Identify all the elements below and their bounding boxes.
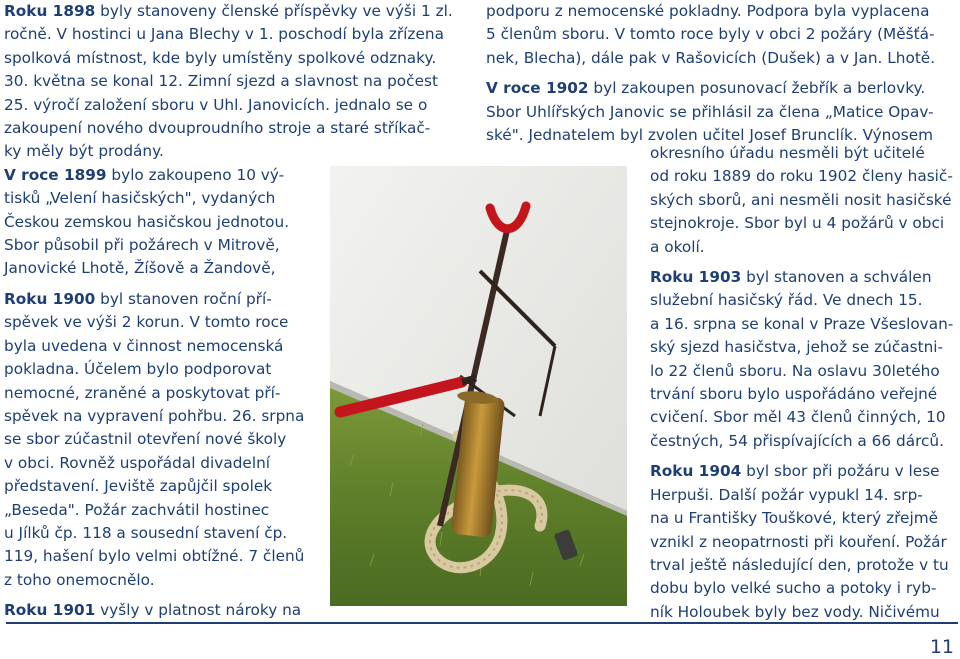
text-line: cvičení. Sbor měl 43 členů činných, 10: [650, 408, 946, 427]
text-line: Roku 1904 byl sbor při požáru v lese: [650, 462, 940, 481]
text-line: ročně. V hostinci u Jana Blechy v 1. poschodí byla zřízena: [4, 25, 444, 44]
text-line: trval ještě následující den, protože v tu: [650, 555, 949, 574]
text-line: nek, Blecha), dále pak v Rašovicích (Dušek) a v Jan. Lhotě.: [486, 48, 936, 67]
text-line: ské". Jednatelem byl zvolen učitel Josef Brunclík. Výnosem: [486, 126, 934, 145]
text-line: a 16. srpna se konal v Praze Všeslovan-: [650, 314, 954, 333]
text-line: „Beseda". Požár zachvátil hostinec: [4, 500, 270, 519]
text-line: na u Františky Touškové, který zřejmě: [650, 509, 939, 528]
text-line: vznikl z neopatrnosti při kouření. Požár: [650, 532, 947, 551]
text-line: Roku 1901 vyšly v platnost nároky na: [4, 601, 302, 620]
year-heading: Roku 1900: [4, 289, 96, 308]
right-text-column: [650, 142, 960, 624]
text-line: 30. května se konal 12. Zimní sjezd a slavnost na počest: [4, 72, 438, 91]
text-line: podporu z nemocenské pokladny. Podpora byla vyplacena: [486, 2, 930, 20]
year-heading: Roku 1901: [4, 601, 96, 620]
text-line: 25. výročí založení sboru v Uhl. Janovicích. jednalo se o: [4, 95, 428, 114]
text-line: okresního úřadu nesměli být učitelé: [650, 144, 925, 162]
fire-pump-photo: [330, 166, 627, 606]
text-line: ky měly být prodány.: [4, 142, 164, 161]
year-heading: Roku 1898: [4, 2, 96, 20]
text-line: spěvek ve výši 2 korun. V tomto roce: [4, 313, 289, 332]
text-line: služební hasičský řád. Ve dnech 15.: [650, 291, 923, 310]
year-heading: Roku 1904: [650, 462, 742, 481]
text-line: dobu bylo velké sucho a potoky i ryb-: [650, 579, 937, 598]
text-line: stejnokroje. Sbor byl u 4 požárů v obci: [650, 214, 945, 233]
text-line: tisků „Velení hasičských", vydaných: [4, 189, 276, 208]
footer-divider: [6, 622, 958, 624]
text-line: ník Holoubek byly bez vody. Ničivému: [650, 602, 940, 621]
text-line: lo 22 členů sboru. Na oslavu 30letého: [650, 361, 940, 380]
text-line: u Jílků čp. 118 a sousední stavení čp.: [4, 523, 288, 542]
text-line: Roku 1903 byl stanoven a schválen: [650, 268, 932, 287]
text-line: Sbor Uhlířských Janovic se přihlásil za člena „Matice Opav-: [486, 102, 934, 121]
text-line: zakoupení nového dvouproudního stroje a staré stříkač-: [4, 119, 431, 138]
page-number: 11: [929, 636, 954, 658]
text-line: 5 členům sboru. V tomto roce byly v obci 2 požáry (Měšťá-: [486, 25, 935, 44]
text-line: V roce 1902 byl zakoupen posunovací žebřík a berlovky.: [486, 79, 926, 98]
top-right-text-column: [486, 0, 958, 147]
text-line: představení. Jeviště zapůjčil spolek: [4, 477, 273, 496]
year-heading: V roce 1902: [486, 79, 589, 98]
text-line: od roku 1889 do roku 1902 členy hasič-: [650, 167, 953, 186]
text-line: trvání sboru bylo uspořádáno veřejné: [650, 385, 938, 404]
text-line: 119, hašení bylo velmi obtížné. 7 členů: [4, 547, 305, 566]
text-line: čestných, 54 přispívajících a 66 dárců.: [650, 431, 944, 450]
text-line: Sbor působil při požárech v Mitrově,: [4, 236, 280, 255]
text-line: Českou zemskou hasičskou jednotou.: [4, 212, 290, 231]
text-line: nemocné, zraněné a poskytovat pří-: [4, 383, 281, 402]
text-line: spěvek na vypravení pohřbu. 26. srpna: [4, 406, 305, 425]
year-heading: Roku 1903: [650, 268, 742, 287]
text-line: ský sjezd hasičstva, jehož se zúčastni-: [650, 338, 944, 357]
text-line: Roku 1900 byl stanoven roční pří-: [4, 289, 272, 308]
text-line: spolková místnost, kde byly umístěny spolkové odznaky.: [4, 48, 437, 67]
left-text-column: [4, 0, 453, 623]
text-line: v obci. Rovněž uspořádal divadelní: [4, 453, 271, 472]
text-line: a okolí.: [650, 237, 705, 256]
text-line: byla uvedena v činnost nemocenská: [4, 336, 284, 355]
text-line: V roce 1899 bylo zakoupeno 10 vý-: [4, 165, 285, 184]
text-line: Herpuši. Další požár vypukl 14. srp-: [650, 485, 923, 504]
text-line: Roku 1898 byly stanoveny členské příspěvky ve výši 1 zl.: [4, 2, 453, 20]
text-line: pokladna. Účelem bylo podporovat: [4, 360, 272, 379]
text-line: z toho onemocnělo.: [4, 570, 155, 589]
text-line: Janovické Lhotě, Žíšově a Žandově,: [4, 259, 276, 278]
text-line: se sbor zúčastnil otevření nové školy: [4, 430, 287, 449]
text-line: ských sborů, ani nesměli nosit hasičské: [650, 190, 952, 209]
year-heading: V roce 1899: [4, 165, 107, 184]
